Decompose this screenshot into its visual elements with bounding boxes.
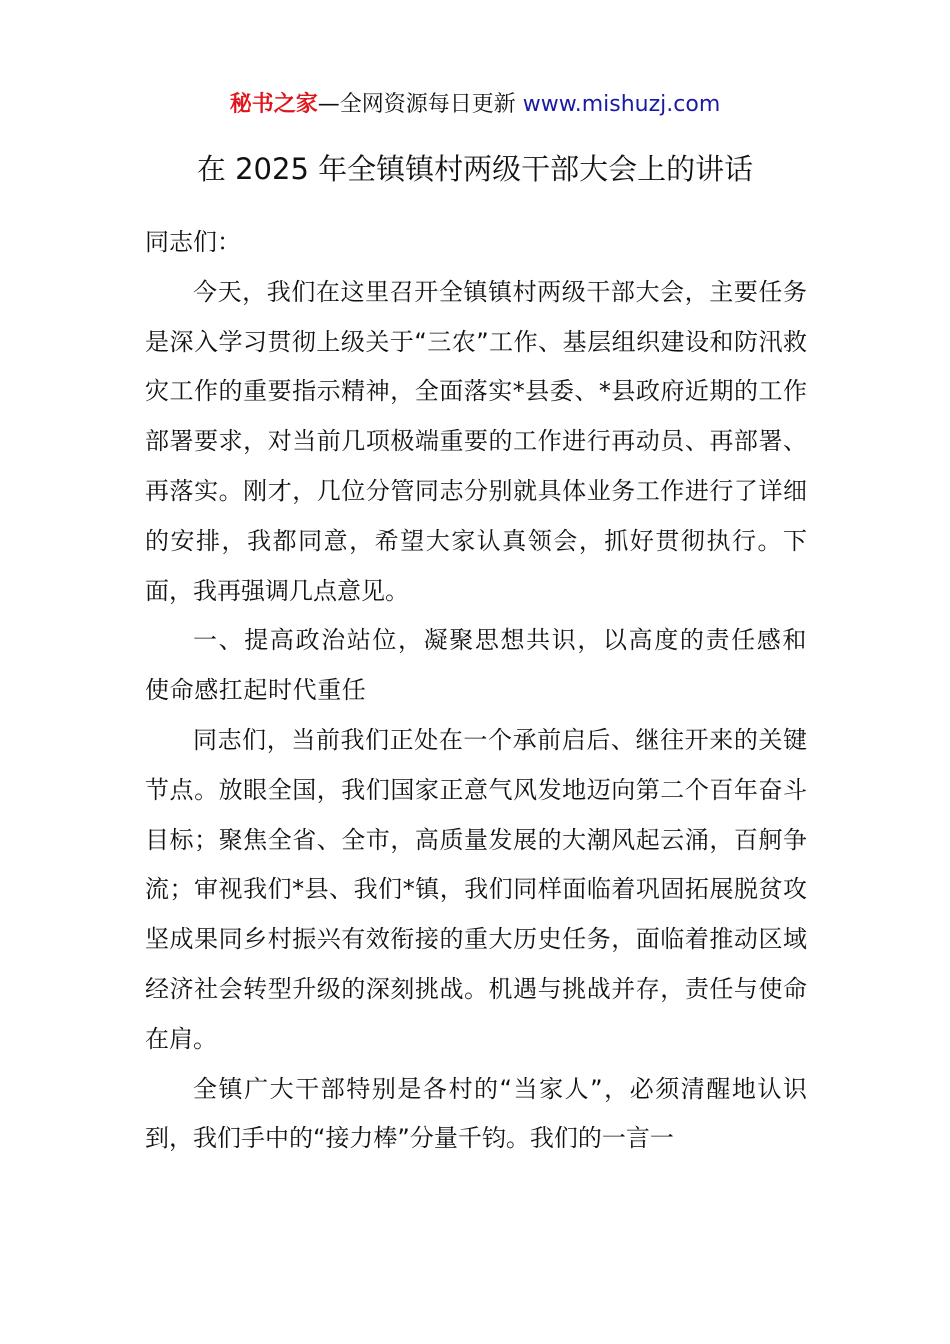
document-title: 在 2025 年全镇镇村两级干部大会上的讲话 <box>196 152 754 186</box>
site-header <box>0 88 950 122</box>
paragraph-intro: 今天，我们在这里召开全镇镇村两级干部大会，主要任务是深入学习贯彻上级关于“三农”工作、基层组织建设和防汛救灾工作的重要指示精神，全面落实*县委、*县政府近期的工作部署要求，对当前几项极端重要的工作进行再动员、再部署、再落实。刚才，几位分管同志分别就具体业务工作进行了详细的安排，我都同意，希望大家认真领会，抓好贯彻执行。下面，我再强调几点意见。 <box>145 277 807 605</box>
paragraph-context: 同志们，当前我们正处在一个承前启后、继往开来的关键节点。放眼全国，我们国家正意气风发地迈向第二个百年奋斗目标；聚焦全省、全市，高质量发展的大潮风起云涌，百舸争流；审视我们*县、我们*镇，我们同样面临着巩固拓展脱贫攻坚成果同乡村振兴有效衔接的重大历史任务，面临着推动区域经济社会转型升级的深刻挑战。机遇与挑战并存，责任与使命在肩。 <box>145 725 807 1053</box>
document-body <box>145 218 807 1164</box>
site-url-link[interactable]: www.mishuzj.com <box>522 92 721 117</box>
header-tagline: —全网资源每日更新 <box>317 92 516 117</box>
paragraph-responsibility: 全镇广大干部特别是各村的“当家人”，必须清醒地认识到，我们手中的“接力棒”分量千钧。我们的一言一 <box>145 1074 807 1153</box>
brand-name: 秘书之家 <box>229 92 318 117</box>
salutation: 同志们： <box>145 228 241 256</box>
section-heading-1: 一、提高政治站位，凝聚思想共识，以高度的责任感和使命感扛起时代重任 <box>145 626 807 705</box>
